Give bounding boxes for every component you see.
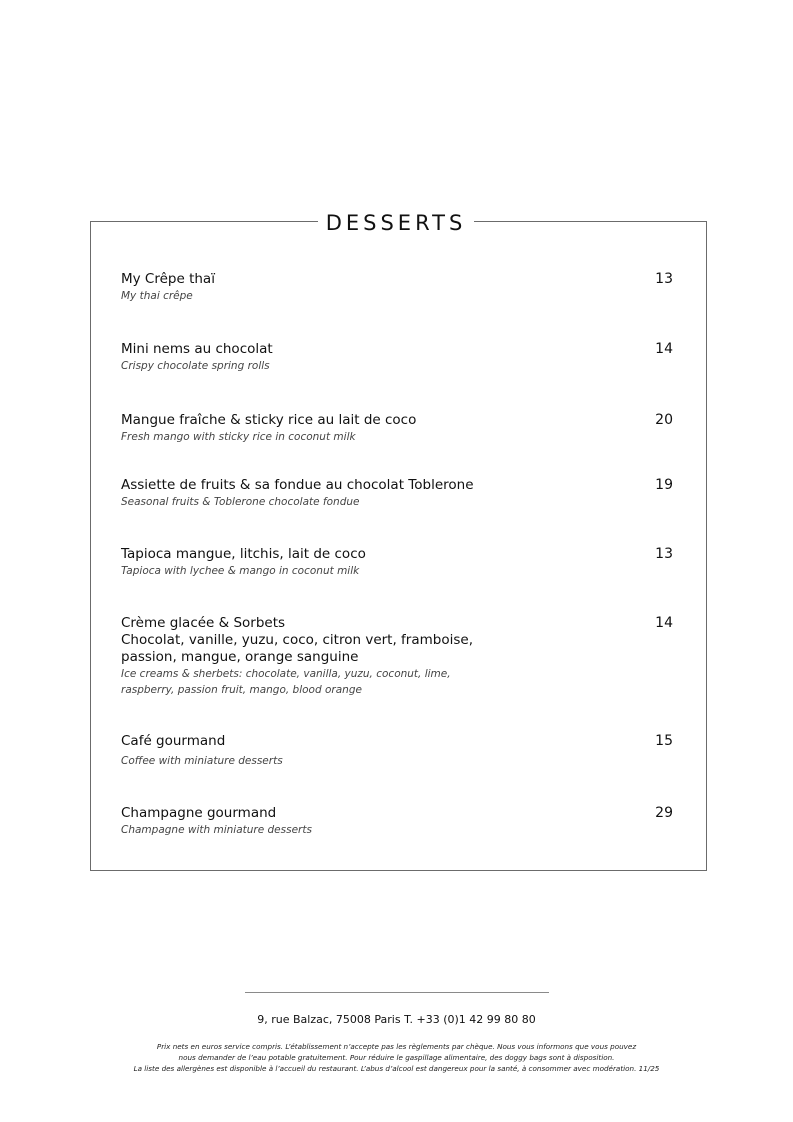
menu-item-name: Mangue fraîche & sticky rice au lait de coco [121, 412, 417, 428]
menu-item-description: Seasonal fruits & Toblerone chocolate fondue [121, 496, 360, 508]
menu-item-price: 15 [655, 733, 673, 749]
menu-item-price: 20 [655, 412, 673, 428]
menu-item-price: 14 [655, 341, 673, 357]
menu-item [121, 412, 681, 445]
menu-item-description: Ice creams & sherbets: chocolate, vanilla, yuzu, coconut, lime, raspberry, passion fruit, mango, blood orange [121, 668, 451, 696]
menu-item-name: Champagne gourmand [121, 805, 277, 821]
menu-item-name: My Crêpe thaï [121, 271, 215, 287]
menu-title: DESSERTS [318, 208, 474, 238]
menu-item-name: Tapioca mangue, litchis, lait de coco [121, 546, 366, 562]
footer-divider [245, 992, 549, 993]
menu-item [121, 271, 681, 304]
menu-item [121, 615, 681, 698]
footer-notes [60, 1041, 733, 1074]
menu-item-name: Café gourmand [121, 733, 226, 749]
footer-note-line: nous demander de l’eau potable gratuitement. Pour réduire le gaspillage alimentaire, des doggy bags sont à disposition. [178, 1053, 615, 1062]
menu-item-price: 13 [655, 271, 673, 287]
menu-item-description: Crispy chocolate spring rolls [121, 360, 270, 372]
menu-item-price: 29 [655, 805, 673, 821]
menu-item [121, 733, 681, 769]
menu-item-name: Crème glacée & Sorbets Chocolat, vanille, yuzu, coco, citron vert, framboise, passion, mangue, orange sanguine [121, 615, 473, 665]
footer-note-line: La liste des allergènes est disponible à l’accueil du restaurant. L’abus d’alcool est dangereux pour la santé, à consommer avec modération. 11/25 [133, 1064, 660, 1073]
menu-item-description: Champagne with miniature desserts [121, 824, 312, 836]
menu-item [121, 477, 681, 510]
footer-address: 9, rue Balzac, 75008 Paris T. +33 (0)1 42 99 80 80 [257, 1013, 536, 1026]
menu-item-price: 19 [655, 477, 673, 493]
menu-item [121, 805, 681, 838]
menu-item-price: 13 [655, 546, 673, 562]
menu-item-description: My thai crêpe [121, 290, 193, 302]
menu-item-description: Tapioca with lychee & mango in coconut milk [121, 565, 360, 577]
menu-item-description: Coffee with miniature desserts [121, 755, 283, 767]
menu-item [121, 546, 681, 579]
footer-note-line: Prix nets en euros service compris. L’établissement n’accepte pas les règlements par chèque. Nous vous informons que vous pouvez [156, 1042, 637, 1051]
menu-item [121, 341, 681, 374]
menu-item-name: Mini nems au chocolat [121, 341, 273, 357]
menu-item-description: Fresh mango with sticky rice in coconut milk [121, 431, 356, 443]
menu-item-name: Assiette de fruits & sa fondue au chocolat Toblerone [121, 477, 474, 493]
menu-item-price: 14 [655, 615, 673, 631]
